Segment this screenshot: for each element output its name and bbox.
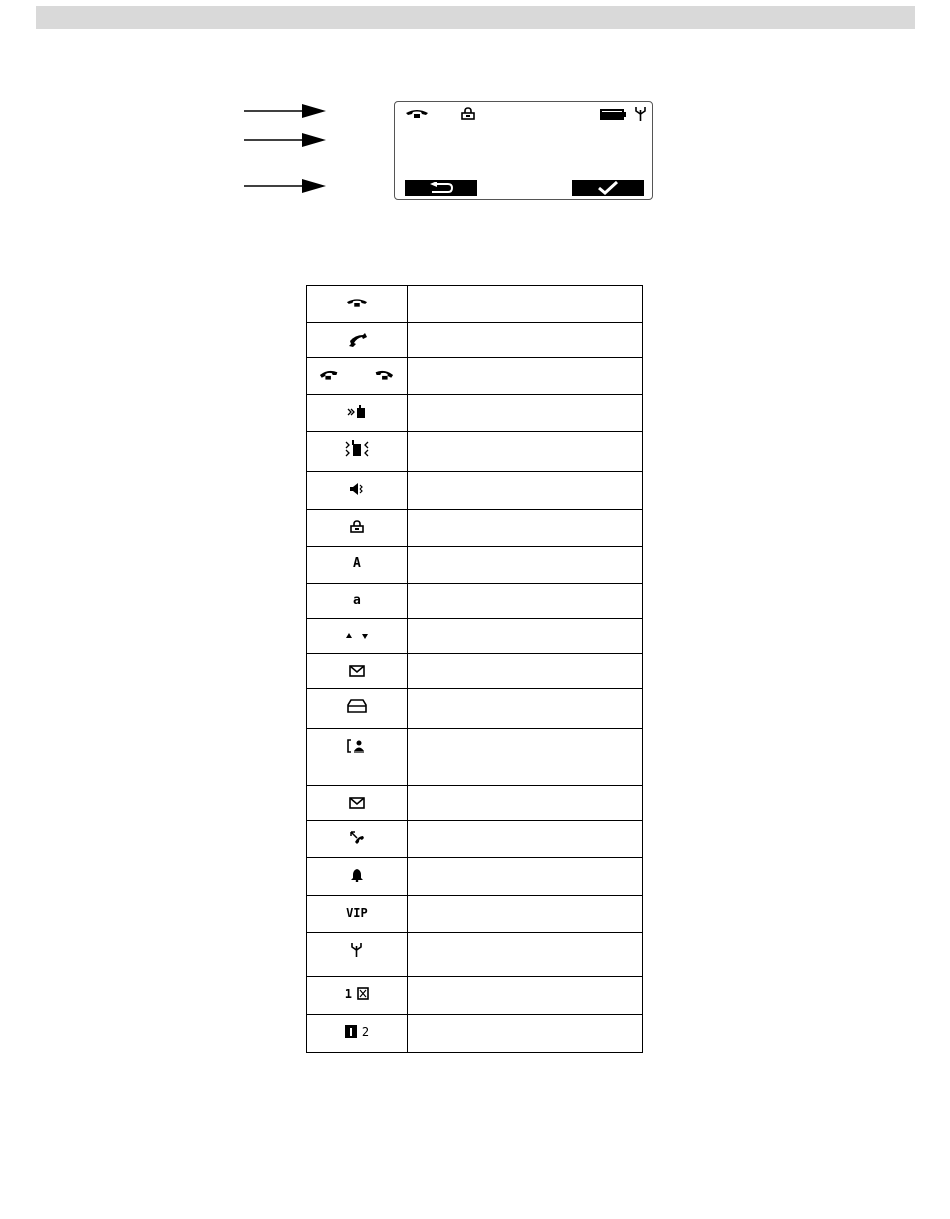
icon-cell [307, 729, 408, 786]
description-cell [407, 821, 642, 858]
message-box-icon [347, 699, 367, 713]
icon-cell [307, 858, 408, 896]
handset-display [394, 101, 653, 200]
table-row [307, 584, 643, 619]
header-bar [36, 6, 915, 29]
icon-legend-table [306, 285, 643, 1053]
table-row [307, 786, 643, 821]
description-cell [407, 432, 642, 472]
icon-cell [307, 619, 408, 654]
table-row [307, 358, 643, 395]
table-row [307, 472, 643, 510]
keypad-lock-icon [350, 520, 364, 533]
description-cell [407, 358, 642, 395]
antenna-icon [635, 107, 646, 121]
description-cell [407, 510, 642, 547]
table-row [307, 395, 643, 432]
ringing-icon [347, 405, 367, 419]
icon-cell [307, 821, 408, 858]
icon-cell [307, 584, 408, 619]
alarm-bell-icon [351, 868, 363, 882]
icon-cell [307, 786, 408, 821]
description-cell [407, 896, 642, 933]
table-row [307, 729, 643, 786]
description-cell [407, 286, 642, 323]
table-row [307, 821, 643, 858]
line-1-selected-icon: 1 [344, 986, 352, 1001]
description-cell [407, 786, 642, 821]
ok-softkey[interactable] [572, 180, 644, 196]
line-2-selected-icon: 2 [361, 1024, 370, 1039]
table-row [307, 510, 643, 547]
table-row [307, 858, 643, 896]
lowercase-mode-icon: a [352, 592, 361, 608]
icon-cell [307, 547, 408, 584]
scroll-up-down-icon [344, 631, 370, 641]
table-row [307, 689, 643, 729]
icon-cell [307, 358, 408, 395]
table-row [307, 323, 643, 358]
description-cell [407, 689, 642, 729]
table-row [307, 619, 643, 654]
description-cell [407, 933, 642, 977]
call-setup-icon [347, 333, 367, 347]
line-1-box-icon [345, 1025, 357, 1038]
icon-cell [307, 472, 408, 510]
icon-cell [307, 654, 408, 689]
keypad-lock-icon [461, 107, 475, 120]
battery-full-icon [600, 109, 626, 120]
icon-cell [307, 1015, 408, 1053]
table-row [307, 654, 643, 689]
table-row [307, 286, 643, 323]
icon-cell [307, 977, 408, 1015]
icon-cell [307, 432, 408, 472]
directory-icon [347, 739, 367, 753]
return-arrow-icon [428, 182, 454, 194]
description-cell [407, 547, 642, 584]
description-cell [407, 729, 642, 786]
table-row [307, 933, 643, 977]
call-in-progress-icon [346, 298, 368, 308]
icon-cell [307, 323, 408, 358]
call-on-hold-left-icon [319, 369, 341, 381]
table-row [307, 1015, 643, 1053]
ringing-loud-icon [345, 440, 369, 458]
missed-call-icon [349, 830, 365, 846]
handset-off-hook-icon [405, 109, 429, 119]
table-row [307, 432, 643, 472]
description-cell [407, 1015, 642, 1053]
line-2-box-icon [357, 987, 369, 1000]
table-row [307, 547, 643, 584]
description-cell [407, 584, 642, 619]
checkmark-icon [597, 181, 619, 195]
icon-cell [307, 286, 408, 323]
new-message-icon [349, 665, 365, 677]
antenna-icon [351, 943, 362, 957]
arrow-text-line [244, 132, 328, 148]
icon-cell [307, 510, 408, 547]
icon-cell [307, 896, 408, 933]
description-cell [407, 323, 642, 358]
description-cell [407, 472, 642, 510]
arrow-softkey-line [244, 178, 328, 194]
icon-cell [307, 395, 408, 432]
vip-icon: VIP [346, 905, 368, 920]
message-envelope-icon [349, 797, 365, 809]
uppercase-mode-icon: A [352, 555, 361, 571]
arrow-status-line [244, 103, 328, 119]
back-softkey[interactable] [405, 180, 477, 196]
table-row [307, 977, 643, 1015]
icon-cell [307, 689, 408, 729]
description-cell [407, 977, 642, 1015]
description-cell [407, 395, 642, 432]
description-cell [407, 619, 642, 654]
speaker-icon [349, 482, 365, 496]
description-cell [407, 858, 642, 896]
table-row [307, 896, 643, 933]
description-cell [407, 654, 642, 689]
call-on-hold-right-icon [372, 369, 394, 381]
icon-cell [307, 933, 408, 977]
